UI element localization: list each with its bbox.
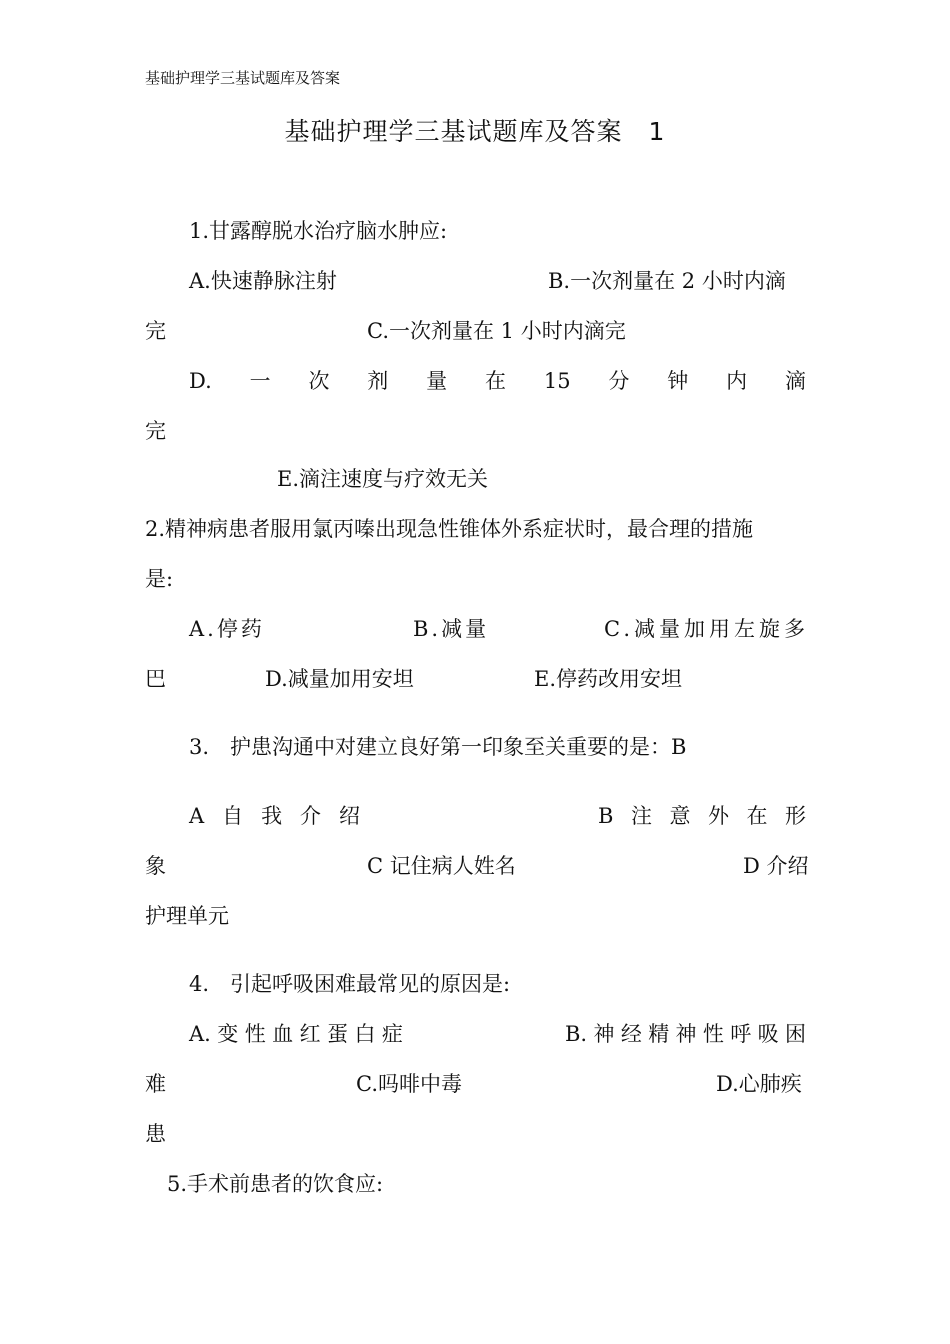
question-2-option-c: C.减量加用左旋多: [604, 617, 809, 641]
question-1-stem: 1.甘露醇脱水治疗脑水肿应:: [189, 219, 448, 243]
question-2-option-e: E.停药改用安坦: [534, 667, 683, 691]
question-4-option-c: C.吗啡中毒: [356, 1072, 462, 1096]
question-1-option-d: D. 一 次 剂 量 在 15 分 钟 内 滴: [189, 369, 806, 393]
question-1-option-b-tail: 完: [145, 319, 166, 343]
question-3-option-b: B 注 意 外 在 形: [598, 804, 806, 828]
question-1-option-b: B.一次剂量在 2 小时内滴: [548, 269, 786, 293]
question-3-option-c: C 记住病人姓名: [367, 854, 516, 878]
question-3-option-b-tail: 象: [145, 854, 166, 878]
question-2-option-c-tail: 巴: [145, 667, 166, 691]
question-1-option-a: A.快速静脉注射: [189, 269, 337, 293]
running-header: 基础护理学三基试题库及答案: [145, 69, 341, 87]
question-4-stem: 4. 引起呼吸困难最常见的原因是:: [189, 972, 511, 996]
document-title: 基础护理学三基试题库及答案 1: [284, 117, 666, 146]
question-3-option-d-tail: 护理单元: [145, 904, 229, 928]
question-3-option-d: D 介绍: [743, 854, 809, 878]
question-4-option-d-tail: 患: [145, 1122, 166, 1146]
question-3-option-a: A 自 我 介 绍: [189, 804, 360, 828]
question-5-stem: 5.手术前患者的饮食应:: [167, 1172, 384, 1196]
question-1-option-d-tail: 完: [145, 419, 166, 443]
question-4-option-b: B. 神 经 精 神 性 呼 吸 困: [565, 1022, 806, 1046]
question-4-option-d: D.心肺疾: [716, 1072, 802, 1096]
question-2-option-a: A.停药: [189, 617, 265, 641]
question-4-option-a: A. 变 性 血 红 蛋 白 症: [189, 1022, 403, 1046]
question-2-stem-line-2: 是:: [145, 567, 174, 591]
question-2-option-b: B.减量: [413, 617, 490, 641]
question-4-option-b-tail: 难: [145, 1072, 166, 1096]
question-2-stem-line-1: 2.精神病患者服用氯丙嗪出现急性锥体外系症状时，最合理的措施: [145, 517, 754, 541]
question-1-option-e: E.滴注速度与疗效无关: [277, 467, 489, 491]
question-1-option-c: C.一次剂量在 1 小时内滴完: [367, 319, 626, 343]
question-2-option-d: D.减量加用安坦: [265, 667, 414, 691]
question-3-stem: 3. 护患沟通中对建立良好第一印象至关重要的是：B: [189, 735, 687, 759]
